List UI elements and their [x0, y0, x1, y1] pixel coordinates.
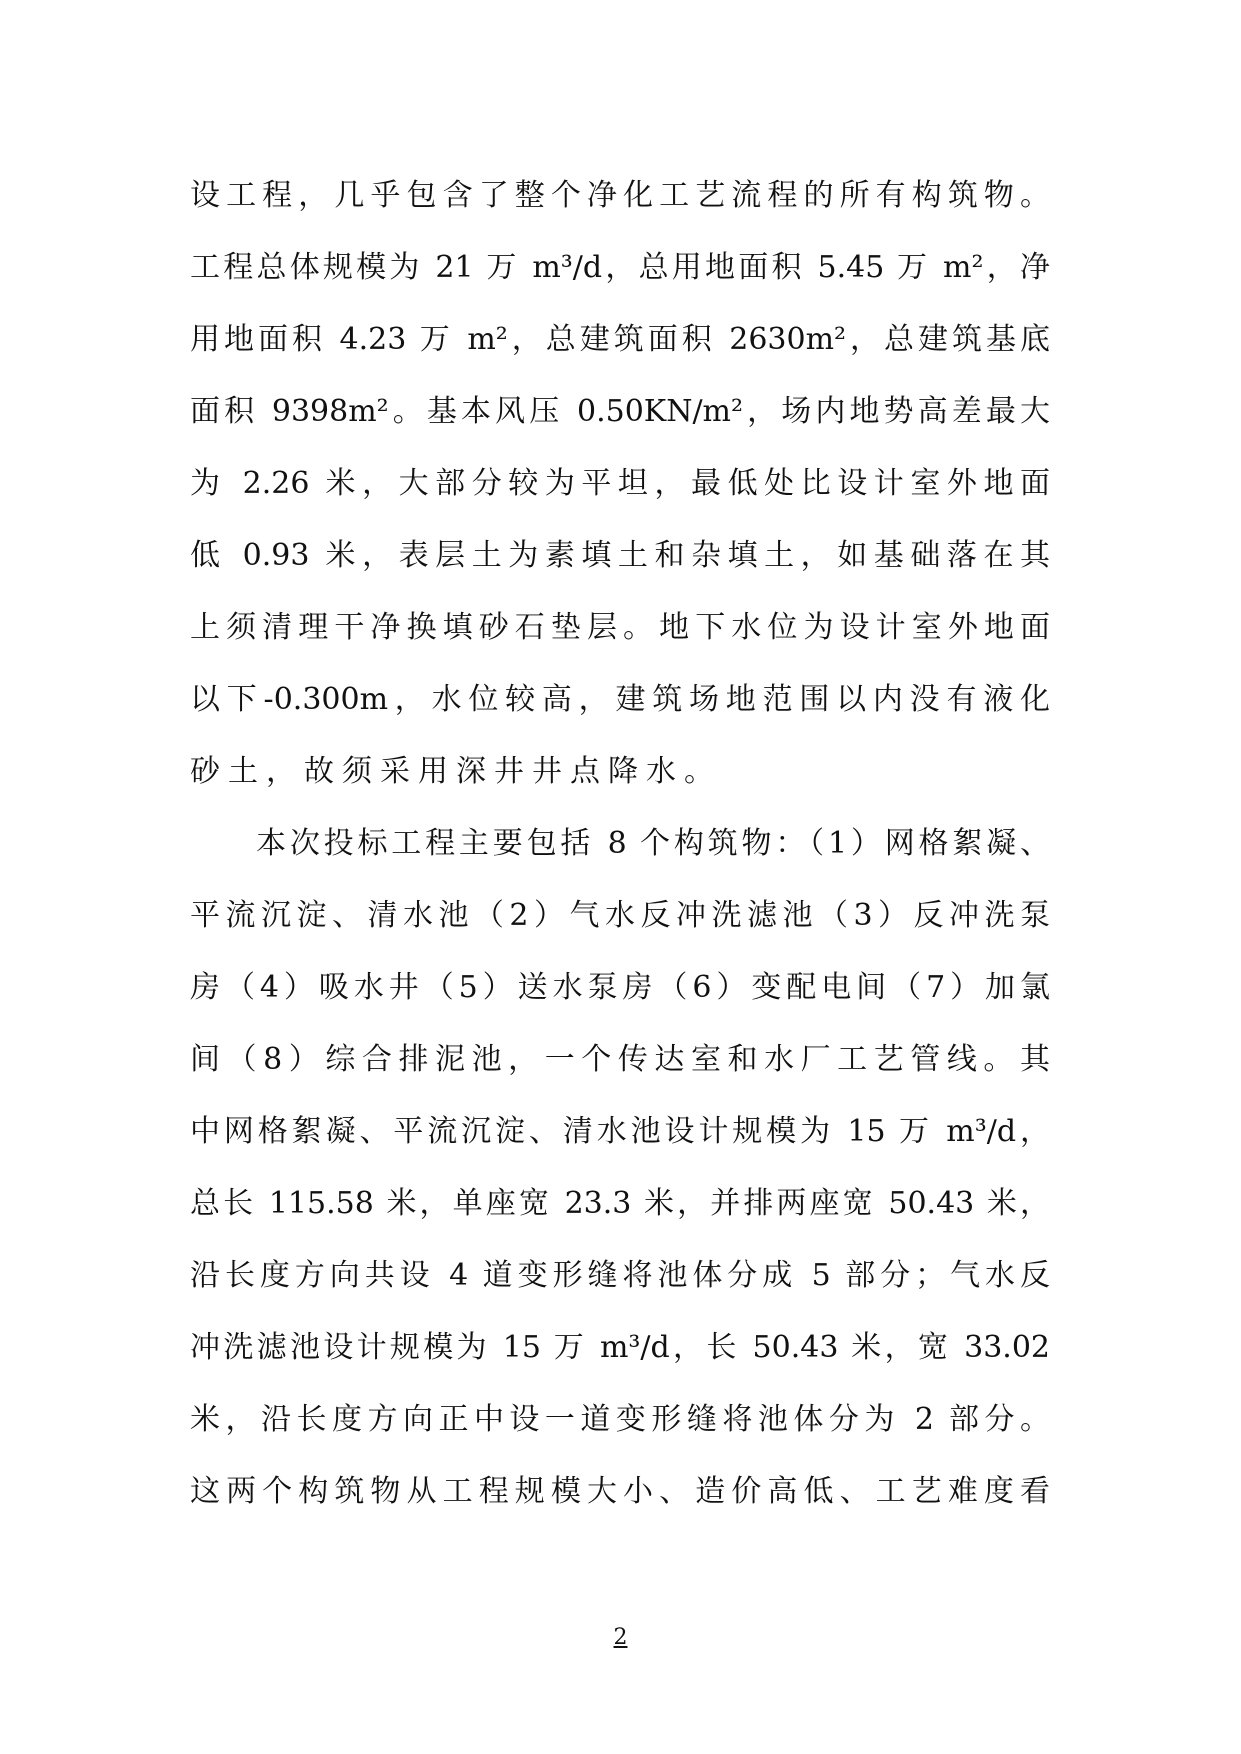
- text-line-16: 沿长度方向共设 4 道变形缝将池体分成 5 部分；气水反: [190, 1258, 1050, 1293]
- text-line-10: 本次投标工程主要包括 8 个构筑物：（1）网格絮凝、: [256, 826, 1050, 861]
- text-line-13: 间（8）综合排泥池，一个传达室和水厂工艺管线。其: [190, 1042, 1050, 1077]
- text-line-6: 低 0.93 米，表层土为素填土和杂填土，如基础落在其: [190, 538, 1050, 573]
- text-line-11: 平流沉淀、清水池（2）气水反冲洗滤池（3）反冲洗泵: [190, 898, 1050, 933]
- text-line-4: 面积 9398m²。基本风压 0.50KN/m²，场内地势高差最大: [190, 394, 1050, 429]
- text-line-2: 工程总体规模为 21 万 m³/d，总用地面积 5.45 万 m²，净: [190, 250, 1050, 285]
- text-line-15: 总长 115.58 米，单座宽 23.3 米，并排两座宽 50.43 米，: [190, 1186, 1050, 1221]
- text-line-8: 以下-0.300m，水位较高，建筑场地范围以内没有液化: [190, 682, 1050, 717]
- text-line-19: 这两个构筑物从工程规模大小、造价高低、工艺难度看: [190, 1474, 1050, 1509]
- text-line-9: 砂土，故须采用深井井点降水。: [190, 754, 722, 789]
- text-line-18: 米，沿长度方向正中设一道变形缝将池体分为 2 部分。: [190, 1402, 1050, 1437]
- text-line-14: 中网格絮凝、平流沉淀、清水池设计规模为 15 万 m³/d，: [190, 1114, 1050, 1149]
- text-line-17: 冲洗滤池设计规模为 15 万 m³/d，长 50.43 米，宽 33.02: [190, 1330, 1050, 1365]
- text-line-3: 用地面积 4.23 万 m²，总建筑面积 2630m²，总建筑基底: [190, 322, 1050, 357]
- page-number: 2: [613, 1625, 628, 1650]
- text-line-1: 设工程，几乎包含了整个净化工艺流程的所有构筑物。: [190, 178, 1050, 213]
- text-line-5: 为 2.26 米，大部分较为平坦，最低处比设计室外地面: [190, 466, 1050, 501]
- text-line-7: 上须清理干净换填砂石垫层。地下水位为设计室外地面: [190, 610, 1050, 645]
- body-text: [190, 160, 1050, 1528]
- text-line-12: 房（4）吸水井（5）送水泵房（6）变配电间（7）加氯: [190, 970, 1050, 1005]
